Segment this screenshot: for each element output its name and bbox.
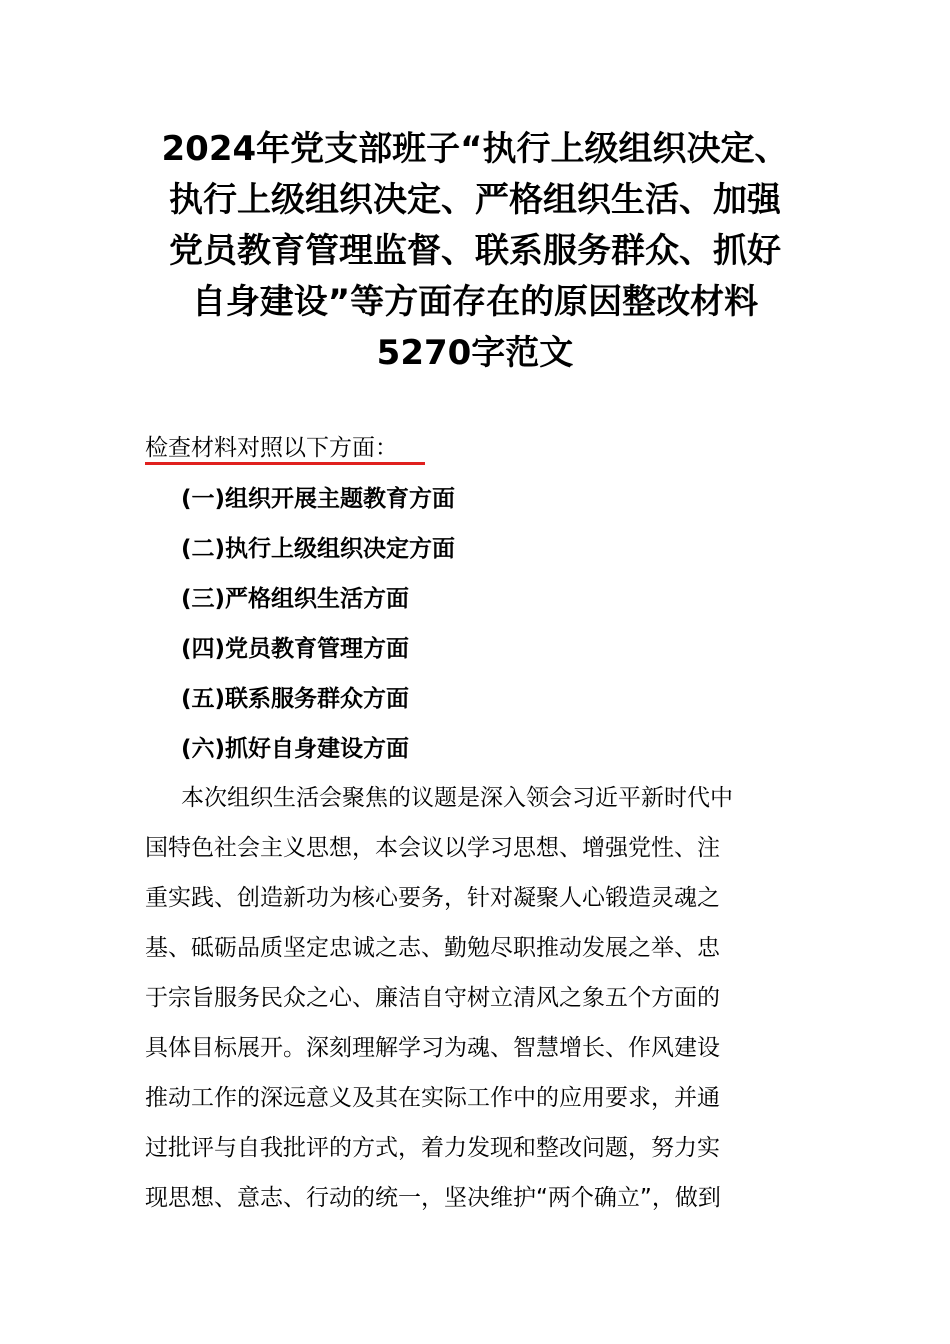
aspect-item: (一)组织开展主题教育方面 <box>181 486 456 512</box>
title-line: 执行上级组织决定、严格组织生活、加强 <box>169 180 781 220</box>
aspect-item: (三)严格组织生活方面 <box>181 586 410 612</box>
body-line: 于宗旨服务民众之心、廉洁自守树立清风之象五个方面的 <box>145 985 720 1011</box>
section-heading: 检查材料对照以下方面： <box>145 435 398 461</box>
body-line: 国特色社会主义思想，本会议以学习思想、增强党性、注 <box>145 835 720 861</box>
body-line: 基、砥砺品质坚定忠诚之志、勤勉尽职推动发展之举、忠 <box>145 935 720 961</box>
title-line: 党员教育管理监督、联系服务群众、抓好 <box>169 231 781 271</box>
aspect-list <box>181 478 455 778</box>
heading-red-underline <box>145 462 425 465</box>
body-line: 重实践、创造新功为核心要务，针对凝聚人心锻造灵魂之 <box>145 885 720 911</box>
title-line: 5270字范文 <box>376 333 574 373</box>
body-paragraph <box>145 774 810 1224</box>
body-line: 推动工作的深远意义及其在实际工作中的应用要求，并通 <box>145 1085 720 1111</box>
body-line: 过批评与自我批评的方式，着力发现和整改问题，努力实 <box>145 1135 720 1161</box>
title-line: 2024年党支部班子“执行上级组织决定、 <box>161 129 789 169</box>
aspect-item: (五)联系服务群众方面 <box>181 686 410 712</box>
aspect-item: (二)执行上级组织决定方面 <box>181 536 456 562</box>
title-line: 自身建设”等方面存在的原因整改材料 <box>191 282 759 322</box>
document-title <box>120 124 830 379</box>
aspect-item: (四)党员教育管理方面 <box>181 636 410 662</box>
body-line: 现思想、意志、行动的统一，坚决维护“两个确立”，做到 <box>145 1185 721 1211</box>
body-line: 本次组织生活会聚焦的议题是深入领会习近平新时代中 <box>181 785 733 811</box>
body-line: 具体目标展开。深刻理解学习为魂、智慧增长、作风建设 <box>145 1035 720 1061</box>
aspect-item: (六)抓好自身建设方面 <box>181 736 410 762</box>
